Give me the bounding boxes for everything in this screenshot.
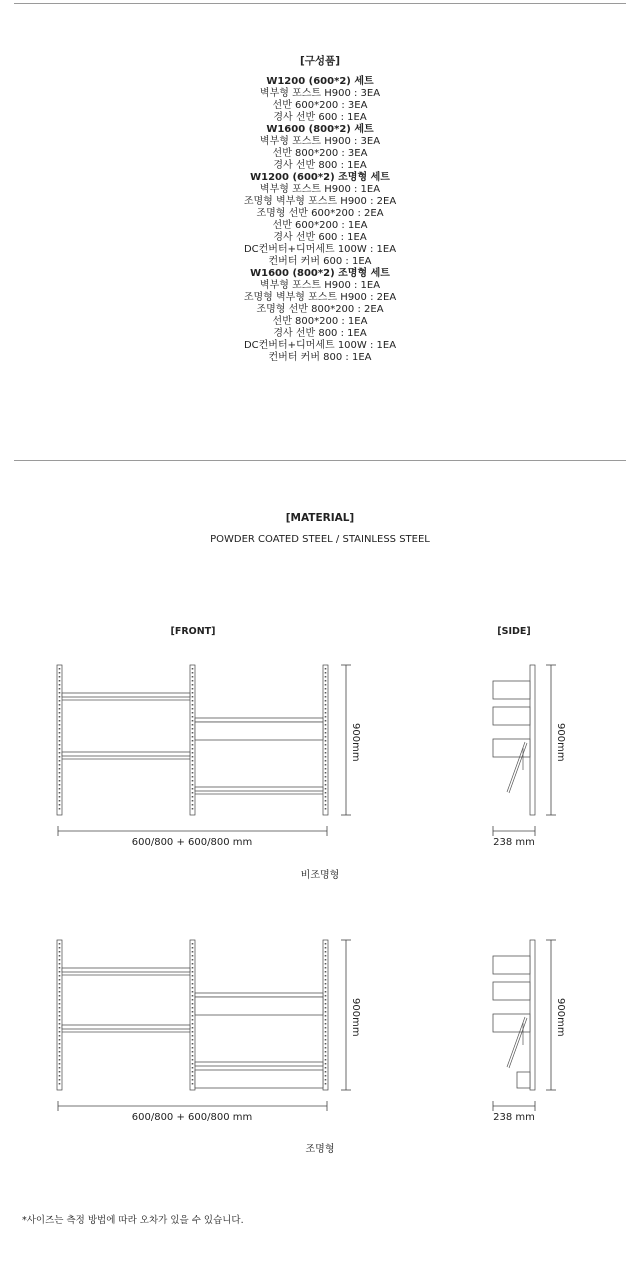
- group-item: 조명형 선반 600*200 : 2EA: [256, 208, 384, 219]
- side-shelf: [493, 956, 530, 974]
- size-footnote: *사이즈는 측정 방법에 따라 오차가 있을 수 있습니다.: [22, 1215, 244, 1226]
- width-dim-text: 600/800 + 600/800 mm: [131, 837, 253, 848]
- shelf: [195, 787, 323, 791]
- side-height-dim-text: 900mm: [555, 998, 566, 1037]
- width-dim-text: 600/800 + 600/800 mm: [131, 1112, 253, 1123]
- group-item: DC컨버터+디머세트 100W : 1EA: [243, 244, 397, 255]
- group-item: 조명형 벽부형 포스트 H900 : 2EA: [243, 196, 397, 207]
- shelf: [195, 718, 323, 722]
- sloped-shelf: [195, 997, 323, 1015]
- converter-cover: [195, 1070, 323, 1088]
- front-view: [57, 665, 328, 815]
- width-dimension: [58, 826, 327, 848]
- side-height-dim-text: 900mm: [555, 723, 566, 762]
- front-drawing-lighting: [0, 925, 640, 1135]
- group-item: DC컨버터+디머세트 100W : 1EA: [243, 340, 397, 351]
- group-item: 경사 선반 800 : 1EA: [273, 328, 367, 339]
- side-post: [530, 665, 535, 815]
- material-section: [0, 512, 640, 546]
- group-item: 선반 800*200 : 3EA: [272, 148, 368, 159]
- group-title: W1200 (600*2) 조명형 세트: [250, 172, 390, 183]
- group-item: 선반 600*200 : 1EA: [272, 220, 368, 231]
- side-shelf: [493, 707, 530, 725]
- group-item: 컨버터 커버 800 : 1EA: [268, 352, 372, 363]
- group-title: W1200 (600*2) 세트: [266, 76, 374, 87]
- shelf: [195, 993, 323, 997]
- shelf: [62, 1025, 190, 1029]
- components-groups: [0, 76, 640, 364]
- depth-dim-text: 238 mm: [493, 1112, 535, 1123]
- section-divider: [14, 460, 626, 461]
- side-label: [SIDE]: [497, 626, 531, 637]
- group-item: 벽부형 포스트 H900 : 3EA: [259, 88, 381, 99]
- side-converter: [517, 1072, 530, 1088]
- front-drawing-non-lighting: [0, 650, 640, 860]
- caption-non-lighting: 비조명형: [300, 870, 340, 881]
- side-shelf: [493, 982, 530, 1000]
- group-item: 선반 600*200 : 3EA: [272, 100, 368, 111]
- group-item: 조명형 선반 800*200 : 2EA: [256, 304, 384, 315]
- side-view: [493, 940, 535, 1090]
- front-label: [FRONT]: [170, 626, 216, 637]
- side-shelf: [493, 681, 530, 699]
- side-post: [530, 940, 535, 1090]
- shelf: [195, 1062, 323, 1066]
- group-item: 벽부형 포스트 H900 : 3EA: [259, 136, 381, 147]
- front-view: [57, 940, 328, 1090]
- width-dimension: [58, 1101, 327, 1123]
- group-item: 선반 800*200 : 1EA: [272, 316, 368, 327]
- caption-lighting: 조명형: [305, 1144, 335, 1155]
- height-dim-text: 900mm: [350, 723, 361, 762]
- group-title: W1600 (800*2) 세트: [266, 124, 374, 135]
- material-heading: [MATERIAL]: [285, 512, 355, 524]
- sloped-shelf: [195, 722, 323, 740]
- shelf: [62, 968, 190, 972]
- height-dim-text: 900mm: [350, 998, 361, 1037]
- top-divider: [14, 3, 626, 4]
- side-shelf: [493, 739, 530, 757]
- group-item: 조명형 벽부형 포스트 H900 : 2EA: [243, 292, 397, 303]
- component-group: [0, 124, 640, 172]
- group-title: W1600 (800*2) 조명형 세트: [250, 268, 390, 279]
- material-value: POWDER COATED STEEL / STAINLESS STEEL: [210, 534, 430, 545]
- group-item: 경사 선반 800 : 1EA: [273, 160, 367, 171]
- side-view: [493, 665, 535, 815]
- component-group: [0, 76, 640, 124]
- height-dimension: [341, 665, 361, 815]
- shelf: [62, 752, 190, 756]
- group-item: 경사 선반 600 : 1EA: [273, 232, 367, 243]
- component-group: [0, 172, 640, 268]
- depth-dim-text: 238 mm: [493, 837, 535, 848]
- group-item: 컨버터 커버 600 : 1EA: [268, 256, 372, 267]
- component-group: [0, 268, 640, 364]
- group-item: 벽부형 포스트 H900 : 1EA: [259, 280, 381, 291]
- components-heading: [구성품]: [299, 55, 341, 67]
- shelf: [62, 693, 190, 697]
- height-dimension: [341, 940, 361, 1090]
- side-shelf: [493, 1014, 530, 1032]
- group-item: 벽부형 포스트 H900 : 1EA: [259, 184, 381, 195]
- components-section: [0, 55, 640, 68]
- group-item: 경사 선반 600 : 1EA: [273, 112, 367, 123]
